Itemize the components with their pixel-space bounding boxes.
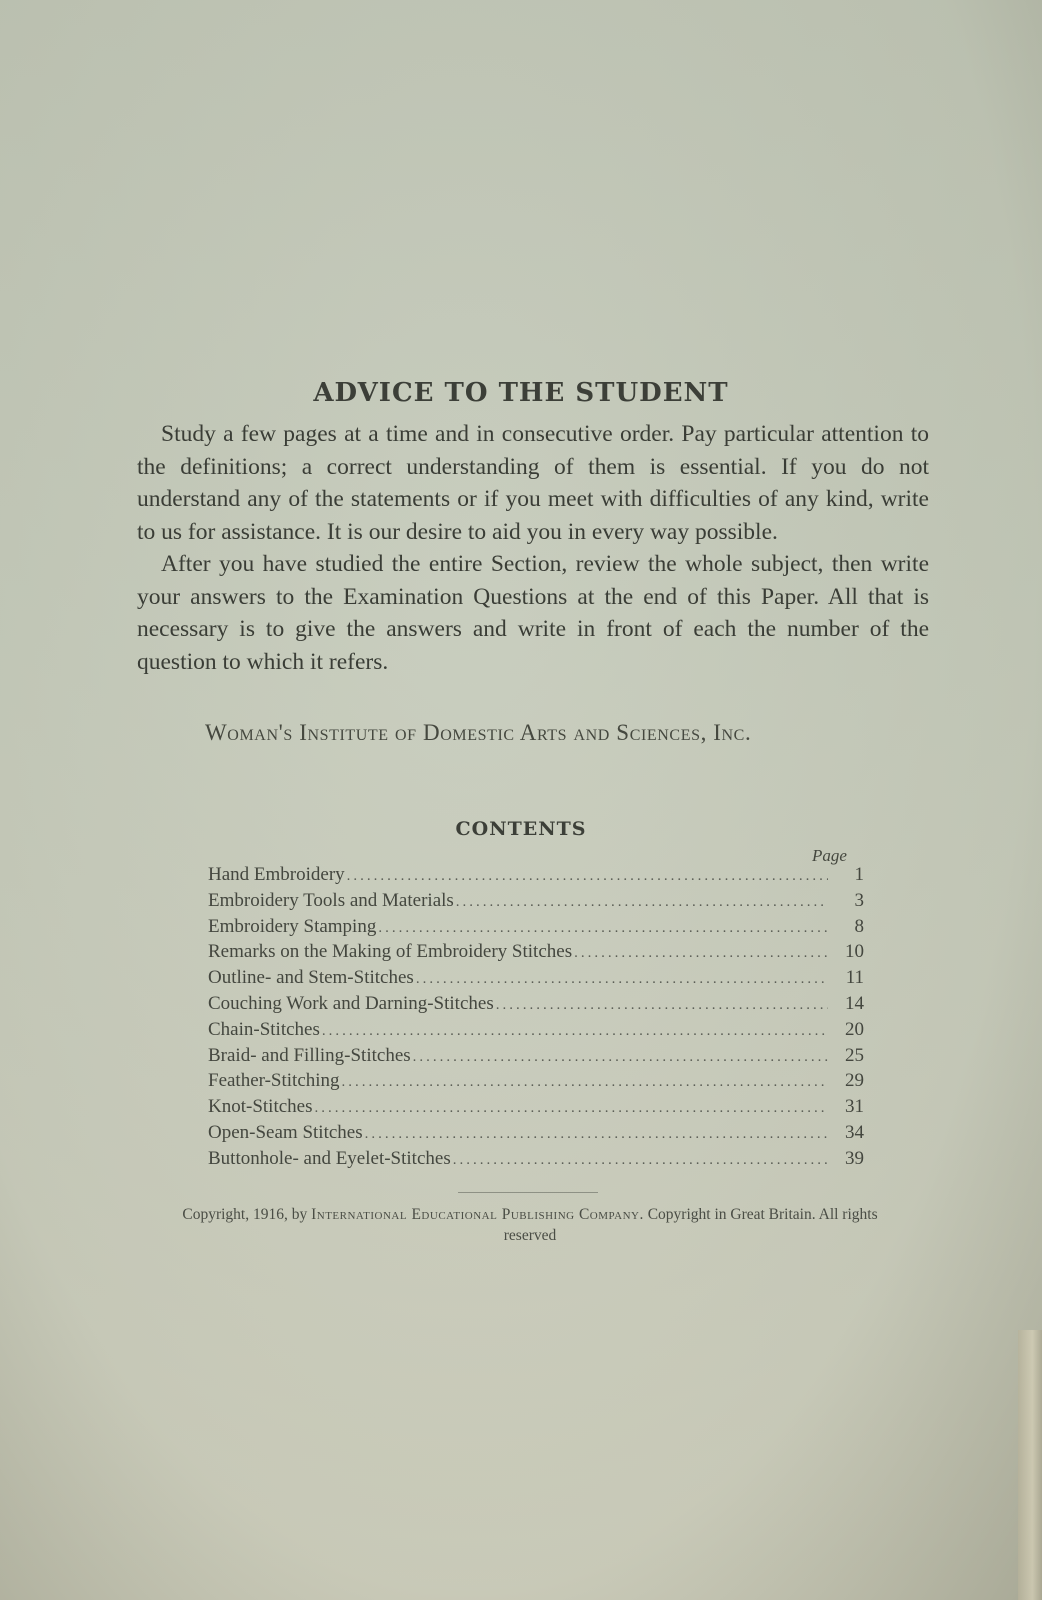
toc-leader-dots (496, 997, 828, 1014)
toc-entry-title: Braid- and Filling-Stitches (208, 1044, 411, 1066)
toc-leader-dots (365, 1126, 828, 1143)
toc-entry-page: 1 (854, 864, 864, 885)
toc-entry (208, 890, 864, 916)
toc-leader-dots (347, 868, 828, 885)
toc-leader-dots (322, 1023, 828, 1040)
toc-entry (208, 1045, 864, 1071)
toc-leader-dots (315, 1100, 829, 1117)
toc-entry-page: 11 (845, 967, 864, 989)
toc-entry-page: 20 (845, 1018, 864, 1040)
toc-entry-title: Remarks on the Making of Embroidery Stitches (208, 941, 573, 963)
toc-entry-title: Knot-Stitches (208, 1096, 313, 1118)
toc-entry (208, 916, 864, 942)
advice-title: ADVICE TO THE STUDENT (313, 378, 729, 408)
toc-leader-dots (416, 971, 828, 988)
toc-entry-page: 34 (845, 1121, 864, 1143)
toc-entry-title: Embroidery Tools and Materials (208, 889, 454, 911)
toc-entry (208, 864, 864, 890)
toc-entry (208, 1096, 864, 1122)
contents-title: CONTENTS (455, 818, 587, 840)
toc-entry-title: Chain-Stitches (208, 1018, 320, 1040)
table-of-contents (208, 864, 864, 1174)
toc-entry-title: Embroidery Stamping (208, 915, 377, 937)
copyright-publisher: International Educational Publishing Company. (311, 1206, 644, 1223)
toc-entry-page: 14 (845, 992, 864, 1014)
toc-entry-page: 29 (845, 1070, 864, 1092)
toc-entry (208, 1019, 864, 1045)
toc-entry (208, 1148, 864, 1174)
toc-leader-dots (453, 1152, 828, 1169)
toc-leader-dots (456, 894, 828, 911)
toc-entry (208, 993, 864, 1019)
toc-leader-dots (342, 1074, 828, 1091)
toc-entry-page: 10 (845, 941, 864, 963)
divider-rule (458, 1192, 598, 1193)
toc-entry-page: 8 (854, 915, 864, 937)
copyright-notice (160, 1204, 900, 1246)
toc-entry-title: Feather-Stitching (208, 1070, 340, 1092)
copyright-start: Copyright, 1916, by (182, 1206, 308, 1223)
page-column-label: Page (812, 846, 847, 865)
institute-signature: Woman's Institute of Domestic Arts and Sciences, Inc. (205, 720, 752, 745)
toc-leader-dots (413, 1049, 828, 1066)
toc-entry (208, 1122, 864, 1148)
toc-entry-page: 39 (845, 1147, 864, 1169)
toc-entry-title: Open-Seam Stitches (208, 1121, 363, 1143)
toc-leader-dots (378, 920, 828, 937)
toc-entry-page: 25 (845, 1044, 864, 1066)
paper-edge (1018, 1330, 1042, 1600)
advice-body (137, 418, 929, 678)
toc-entry-title: Hand Embroidery (208, 864, 345, 885)
toc-entry-title: Outline- and Stem-Stitches (208, 967, 414, 989)
advice-paragraph-1: Study a few pages at a time and in consecutive order. Pay particular attention to the definitions; a correct understanding of them is essential. If you do not understand any of the statements or if you meet with difficulties of any kind, write to us for assistance. It is our desire to aid you in every way possible. (137, 421, 929, 545)
toc-entry (208, 941, 864, 967)
toc-leader-dots (574, 945, 828, 962)
toc-entry-page: 3 (854, 889, 864, 911)
copyright-end: Copyright in Great Britain. All rights reserved (503, 1206, 878, 1244)
toc-entry (208, 1070, 864, 1096)
toc-entry (208, 967, 864, 993)
toc-entry-title: Buttonhole- and Eyelet-Stitches (208, 1147, 451, 1169)
toc-entry-page: 31 (845, 1096, 864, 1118)
advice-paragraph-2: After you have studied the entire Section, review the whole subject, then write your answers to the Examination Questions at the end of this Paper. All that is necessary is to give the answers and write in front of each the number of the question to which it refers. (137, 551, 929, 675)
toc-entry-title: Couching Work and Darning-Stitches (208, 992, 494, 1014)
